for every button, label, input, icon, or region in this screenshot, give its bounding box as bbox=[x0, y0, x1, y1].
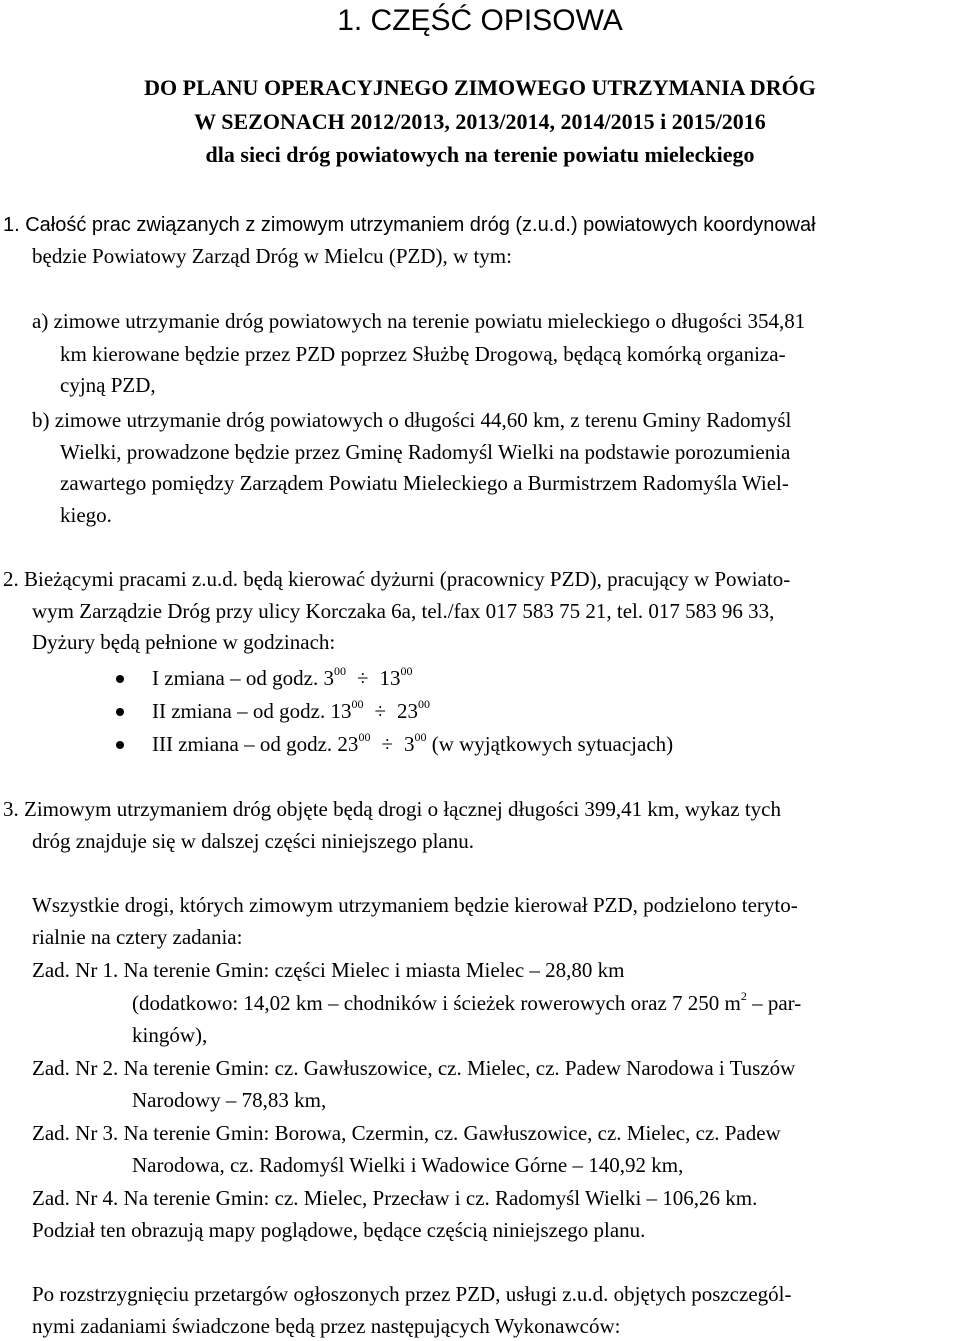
maps-note: Podział ten obrazują mapy poglądowe, będące częścią niniejszego planu. bbox=[32, 1218, 646, 1242]
task-1-extra: (dodatkowo: 14,02 km – chodników i ścieżek rowerowych oraz 7 250 m bbox=[132, 991, 741, 1015]
shift-3-note: (w wyjątkowych sytuacjach) bbox=[426, 732, 674, 756]
item-b-line-1: b) zimowe utrzymanie dróg powiatowych o długości 44,60 km, z terenu Gminy Radomyśl bbox=[32, 408, 792, 432]
divide-symbol: ÷ bbox=[356, 666, 369, 690]
section-3-line-2: dróg znajduje się w dalszej części niniejszego planu. bbox=[32, 829, 475, 853]
shift-2-end: 23 bbox=[396, 699, 418, 723]
shift-2-sup-start: 00 bbox=[351, 697, 364, 711]
task-1-line-3: kingów), bbox=[132, 1023, 208, 1047]
shift-1 bbox=[152, 663, 412, 693]
shift-2 bbox=[152, 696, 430, 726]
section-1-line-2: będzie Powiatowy Zarząd Dróg w Mielcu (PZD), w tym: bbox=[32, 244, 512, 268]
shift-1-sup-start: 00 bbox=[333, 664, 346, 678]
shift-1-end: 13 bbox=[379, 666, 401, 690]
shift-2-sup-end: 00 bbox=[417, 697, 430, 711]
item-a-line-2: km kierowane będzie przez PZD poprzez Służbę Drogową, będącą komórką organiza- bbox=[60, 342, 786, 366]
closing-line-1: Po rozstrzygnięciu przetargów ogłoszonych przez PZD, usługi z.u.d. objętych poszczegól- bbox=[32, 1282, 792, 1306]
task-3-line-2: Narodowa, cz. Radomyśl Wielki i Wadowice Górne – 140,92 km, bbox=[132, 1153, 684, 1177]
shift-1-sup-end: 00 bbox=[400, 664, 413, 678]
shift-3-label: III zmiana – od godz. 23 bbox=[152, 732, 359, 756]
divide-symbol: ÷ bbox=[381, 732, 393, 756]
shift-3-sup-start: 00 bbox=[358, 730, 371, 744]
section-3-line-1: 3. Zimowym utrzymaniem dróg objęte będą drogi o łącznej długości 399,41 km, wykaz tych bbox=[3, 797, 781, 821]
intro-line-2: rialnie na cztery zadania: bbox=[32, 925, 243, 949]
task-1-extra-end: – par- bbox=[746, 991, 802, 1015]
section-2-line-3: Dyżury będą pełnione w godzinach: bbox=[32, 630, 336, 654]
subtitle-line-2: W SEZONACH 2012/2013, 2013/2014, 2014/2015 i 2015/2016 bbox=[194, 109, 766, 134]
shift-3 bbox=[152, 729, 673, 759]
section-1-line-1: 1. Całość prac związanych z zimowym utrzymaniem dróg (z.u.d.) powiatowych koordynował bbox=[3, 214, 816, 236]
divide-symbol: ÷ bbox=[374, 699, 386, 723]
section-2-line-1: 2. Bieżącymi pracami z.u.d. będą kierować dyżurni (pracownicy PZD), pracujący w Powiato- bbox=[3, 567, 791, 591]
page-title: 1. CZĘŚĆ OPISOWA bbox=[337, 4, 623, 37]
task-1-sup: 2 bbox=[740, 989, 747, 1003]
task-1-line-2 bbox=[132, 988, 801, 1018]
item-a-line-3: cyjną PZD, bbox=[60, 373, 156, 397]
section-2-line-2: wym Zarządzie Dróg przy ulicy Korczaka 6a, tel./fax 017 583 75 21, tel. 017 583 96 33, bbox=[32, 599, 775, 623]
task-1-line-1: Zad. Nr 1. Na terenie Gmin: części Mielec i miasta Mielec – 28,80 km bbox=[32, 958, 625, 982]
item-b-line-3: zawartego pomiędzy Zarządem Powiatu Mieleckiego a Burmistrzem Radomyśla Wiel- bbox=[60, 471, 789, 495]
shift-3-sup-end: 00 bbox=[414, 730, 427, 744]
task-2-line-1: Zad. Nr 2. Na terenie Gmin: cz. Gawłuszowice, cz. Mielec, cz. Padew Narodowa i Tuszów bbox=[32, 1056, 796, 1080]
item-b-line-4: kiego. bbox=[60, 503, 112, 527]
task-2-line-2: Narodowy – 78,83 km, bbox=[132, 1088, 327, 1112]
subtitle-line-1: DO PLANU OPERACYJNEGO ZIMOWEGO UTRZYMANIA DRÓG bbox=[144, 75, 816, 100]
subtitle-line-3: dla sieci dróg powiatowych na terenie powiatu mieleckiego bbox=[205, 142, 755, 167]
shift-3-end: 3 bbox=[403, 732, 415, 756]
closing-line-2: nymi zadaniami świadczone będą przez następujących Wykonawców: bbox=[32, 1314, 621, 1338]
shift-2-label: II zmiana – od godz. 13 bbox=[152, 699, 352, 723]
item-a-line-1: a) zimowe utrzymanie dróg powiatowych na terenie powiatu mieleckiego o długości 354,81 bbox=[32, 309, 806, 333]
task-3-line-1: Zad. Nr 3. Na terenie Gmin: Borowa, Czermin, cz. Gawłuszowice, cz. Mielec, cz. Padew bbox=[32, 1121, 781, 1145]
item-b-line-2: Wielki, prowadzone będzie przez Gminę Radomyśl Wielki na podstawie porozumienia bbox=[60, 440, 791, 464]
task-4-line-1: Zad. Nr 4. Na terenie Gmin: cz. Mielec, Przecław i cz. Radomyśl Wielki – 106,26 km. bbox=[32, 1186, 758, 1210]
shift-1-label: I zmiana – od godz. 3 bbox=[152, 666, 334, 690]
intro-line-1: Wszystkie drogi, których zimowym utrzymaniem będzie kierował PZD, podzielono teryto- bbox=[32, 893, 798, 917]
